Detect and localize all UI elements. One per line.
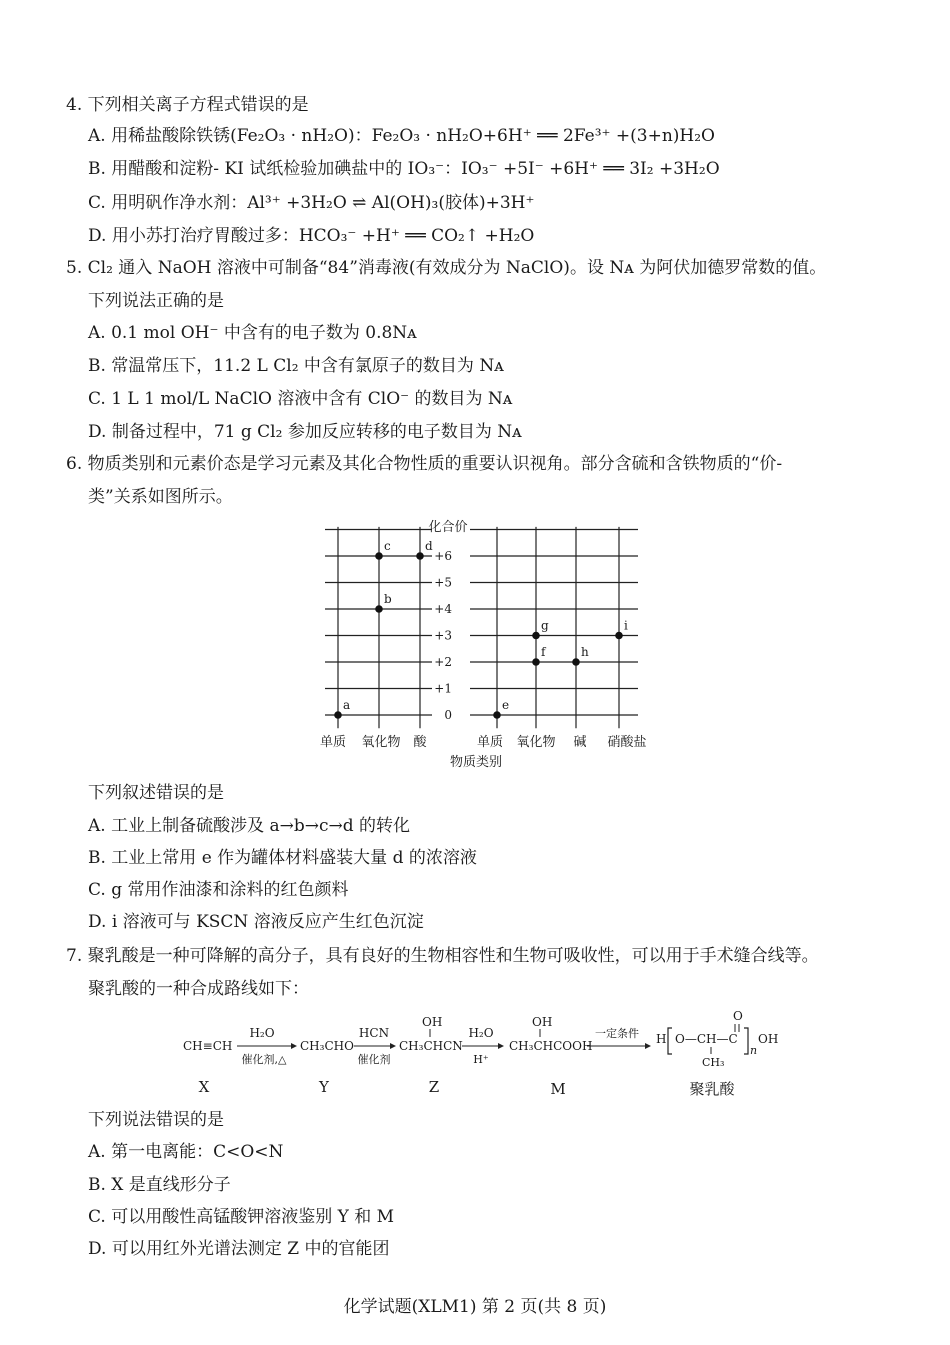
label-y: Y bbox=[319, 1078, 329, 1096]
data-point-g bbox=[532, 632, 540, 640]
data-point-b bbox=[375, 605, 383, 613]
data-point-label-f: f bbox=[541, 645, 546, 659]
y-tick-label: 0 bbox=[444, 708, 452, 722]
data-point-label-i: i bbox=[624, 618, 628, 633]
chart-y-axis-label: 化合价 bbox=[428, 520, 468, 535]
polymer-n: n bbox=[750, 1044, 758, 1057]
x-category-label: 单质 bbox=[319, 735, 347, 750]
q5-stem-cont: 下列说法正确的是 bbox=[88, 291, 224, 311]
arrow-1-head bbox=[291, 1043, 297, 1049]
q7-option-c: C. 可以用酸性高锰酸钾溶液鉴别 Y 和 M bbox=[88, 1207, 395, 1227]
y-tick-label: +4 bbox=[434, 602, 452, 616]
right-grid bbox=[470, 527, 638, 728]
compound-y: CH₃CHO bbox=[300, 1039, 354, 1053]
label-polylactic-acid: 聚乳酸 bbox=[689, 1080, 735, 1098]
q5-option-c: C. 1 L 1 mol/L NaClO 溶液中含有 ClO⁻ 的数目为 Nᴀ bbox=[88, 389, 513, 409]
chart-x-axis-label: 物质类别 bbox=[449, 755, 503, 770]
polymer-oh: OH bbox=[758, 1032, 779, 1046]
data-point-label-a: a bbox=[343, 698, 351, 712]
q7-ask: 下列说法错误的是 bbox=[88, 1110, 224, 1130]
polymer-carbonyl-o: O bbox=[733, 1010, 743, 1023]
q7-option-d: D. 可以用红外光谱法测定 Z 中的官能团 bbox=[88, 1239, 390, 1259]
compound-z-oh: OH bbox=[422, 1015, 443, 1029]
q6-stem-cont: 类”关系如图所示。 bbox=[88, 487, 233, 507]
reagent-3-top: H₂O bbox=[468, 1026, 494, 1040]
q7-stem: 7. 聚乳酸是一种可降解的高分子，具有良好的生物相容性和生物可吸收性，可以用于手术缝合线等。 bbox=[66, 946, 819, 966]
q4-stem: 4. 下列相关离子方程式错误的是 bbox=[66, 95, 309, 115]
data-points bbox=[334, 539, 628, 719]
synthesis-scheme bbox=[0, 1010, 950, 1105]
compound-m: CH₃CHCOOH bbox=[509, 1039, 593, 1053]
reagent-3-bottom: H⁺ bbox=[473, 1053, 489, 1066]
q6-ask: 下列叙述错误的是 bbox=[88, 783, 224, 803]
y-tick-labels bbox=[434, 549, 452, 722]
y-tick-label: +2 bbox=[434, 655, 452, 669]
q7-stem-cont: 聚乳酸的一种合成路线如下： bbox=[88, 979, 309, 999]
q4-option-d: D. 用小苏打治疗胃酸过多：HCO₃⁻ +H⁺ ══ CO₂↑ +H₂O bbox=[88, 226, 535, 246]
data-point-label-c: c bbox=[384, 539, 391, 553]
y-tick-label: +1 bbox=[434, 681, 452, 696]
y-tick-label: +6 bbox=[434, 549, 452, 563]
y-tick-label: +3 bbox=[434, 628, 452, 643]
polymer-ch3: CH₃ bbox=[702, 1056, 725, 1069]
arrow-4-head bbox=[645, 1043, 651, 1049]
x-category-label: 碱 bbox=[573, 735, 587, 750]
valence-class-chart bbox=[0, 510, 950, 775]
data-point-e bbox=[493, 711, 501, 719]
compound-x: CH≡CH bbox=[183, 1039, 233, 1053]
x-category-labels bbox=[320, 734, 647, 750]
polymer-bracket-left bbox=[668, 1028, 672, 1054]
data-point-h bbox=[572, 658, 580, 666]
label-z: Z bbox=[428, 1078, 440, 1096]
label-x: X bbox=[198, 1078, 210, 1096]
q5-stem: 5. Cl₂ 通入 NaOH 溶液中可制备“84”消毒液(有效成分为 NaClO)。设 Nᴀ 为阿伏加德罗常数的值。 bbox=[66, 258, 827, 278]
polymer-body: O—CH—C bbox=[675, 1032, 738, 1046]
reagent-4-top: 一定条件 bbox=[595, 1027, 639, 1040]
q6-option-a: A. 工业上制备硫酸涉及 a→b→c→d 的转化 bbox=[88, 816, 411, 836]
arrow-2-head bbox=[390, 1043, 396, 1049]
q4-option-c: C. 用明矾作净水剂：Al³⁺ +3H₂O ⇌ Al(OH)₃(胶体)+3H⁺ bbox=[88, 193, 535, 213]
x-category-label: 硝酸盐 bbox=[607, 735, 647, 750]
x-category-label: 酸 bbox=[413, 735, 427, 750]
data-point-f bbox=[532, 658, 540, 666]
q7-option-b: B. X 是直线形分子 bbox=[88, 1175, 231, 1195]
q6-option-d: D. i 溶液可与 KSCN 溶液反应产生红色沉淀 bbox=[88, 912, 424, 932]
x-category-label: 氧化物 bbox=[361, 735, 401, 750]
polymer-h: H bbox=[656, 1032, 667, 1046]
reagent-1-bottom: 催化剂,△ bbox=[241, 1053, 287, 1066]
data-point-label-g: g bbox=[541, 618, 549, 633]
q5-option-d: D. 制备过程中，71 g Cl₂ 参加反应转移的电子数目为 Nᴀ bbox=[88, 422, 522, 442]
q4-option-a: A. 用稀盐酸除铁锈(Fe₂O₃ · nH₂O)：Fe₂O₃ · nH₂O+6H⁺ ══ 2Fe³⁺ +(3+n)H₂O bbox=[88, 126, 715, 146]
q5-option-b: B. 常温常压下，11.2 L Cl₂ 中含有氯原子的数目为 Nᴀ bbox=[88, 356, 504, 376]
x-category-label: 氧化物 bbox=[516, 735, 556, 750]
q6-option-b: B. 工业上常用 e 作为罐体材料盛装大量 d 的浓溶液 bbox=[88, 848, 477, 868]
x-category-label: 单质 bbox=[476, 735, 504, 750]
data-point-a bbox=[334, 711, 342, 719]
label-m: M bbox=[550, 1080, 566, 1098]
data-point-label-h: h bbox=[581, 645, 589, 659]
page-footer: 化学试题(XLM1) 第 2 页(共 8 页) bbox=[343, 1297, 607, 1317]
y-tick-label: +5 bbox=[434, 575, 452, 590]
data-point-label-d: d bbox=[425, 539, 433, 553]
data-point-c bbox=[375, 552, 383, 560]
polymer-bracket-right bbox=[744, 1028, 748, 1054]
reagent-2-bottom: 催化剂 bbox=[357, 1053, 391, 1066]
data-point-label-e: e bbox=[502, 698, 510, 712]
q6-option-c: C. g 常用作油漆和涂料的红色颜料 bbox=[88, 880, 349, 900]
arrow-3-head bbox=[498, 1043, 504, 1049]
data-point-i bbox=[615, 632, 623, 640]
data-point-d bbox=[416, 552, 424, 560]
reagent-2-top: HCN bbox=[358, 1026, 390, 1040]
q7-option-a: A. 第一电离能：C<O<N bbox=[88, 1142, 284, 1162]
compound-m-oh: OH bbox=[532, 1015, 553, 1029]
q5-option-a: A. 0.1 mol OH⁻ 中含有的电子数为 0.8Nᴀ bbox=[88, 323, 417, 343]
reagent-1-top: H₂O bbox=[249, 1026, 275, 1040]
q4-option-b: B. 用醋酸和淀粉- KI 试纸检验加碘盐中的 IO₃⁻：IO₃⁻ +5I⁻ +6H⁺ ══ 3I₂ +3H₂O bbox=[88, 159, 720, 179]
q6-stem: 6. 物质类别和元素价态是学习元素及其化合物性质的重要认识视角。部分含硫和含铁物质的“价- bbox=[66, 454, 783, 474]
data-point-label-b: b bbox=[384, 592, 392, 606]
compound-z: CH₃CHCN bbox=[399, 1039, 463, 1053]
